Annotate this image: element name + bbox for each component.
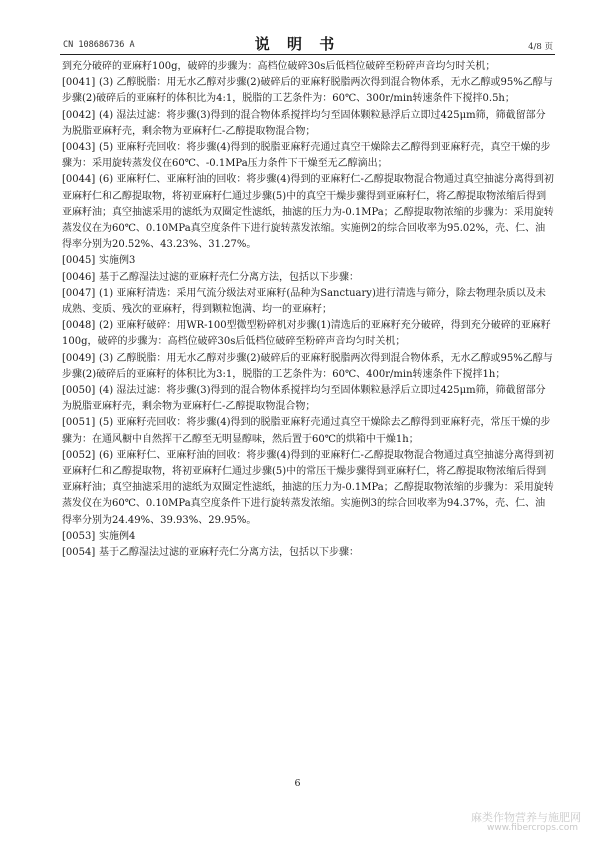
watermark-url: www.fibercrops.com <box>487 823 578 833</box>
paragraph-number: [0049] <box>62 352 96 364</box>
paragraph-number: [0048] <box>62 320 96 332</box>
paragraph-text: (6) 亚麻籽仁、亚麻籽油的回收：将步骤(4)得到的亚麻籽仁-乙醇提取物混合物通过真空抽滤分离得到初亚麻籽仁和乙醇提取物，将初亚麻籽仁通过步骤(5)中的常压干燥步骤得到亚麻籽仁，将乙醇提取物浓缩后得到亚麻籽油；真空抽滤采用的滤纸为双圈定性滤纸，抽滤的压力为-0.1MPa；乙醇提取物浓缩的步骤为：采用旋转蒸发仪在为60℃、0.10MPa真空度条件下进行旋转蒸发浓缩。实施例3的综合回收率为94.37%，壳、仁、油得率分别为24.49%、39.93%、29.95%。 <box>62 449 554 526</box>
paragraph-text: (4) 湿法过滤：将步骤(3)得到的混合物体系搅拌均匀至固体颗粒悬浮后立即过425μm筛，筛截留部分为脱脂亚麻籽壳，剩余物为亚麻籽仁-乙醇提取物混合物； <box>62 109 546 137</box>
paragraph-text: (6) 亚麻籽仁、亚麻籽油的回收：将步骤(4)得到的亚麻籽仁-乙醇提取物混合物通过真空抽滤分离得到初亚麻籽仁和乙醇提取物，将初亚麻籽仁通过步骤(5)中的真空干燥步骤得到亚麻籽仁，将乙醇提取物浓缩后得到亚麻籽油；真空抽滤采用的滤纸为双圈定性滤纸，抽滤的压力为-0.1MPa；乙醇提取物浓缩的步骤为：采用旋转蒸发仪在为60℃、0.10MPa真空度条件下进行旋转蒸发浓缩。实施例2的综合回收率为95.02%，壳、仁、油得率分别为20.52%、43.23%、31.27%。 <box>62 174 554 251</box>
paragraph-text: (3) 乙醇脱脂：用无水乙醇对步骤(2)破碎后的亚麻籽脱脂两次得到混合物体系，无水乙醇或95%乙醇与步骤(2)破碎后的亚麻籽的体积比为3:1，脱脂的工艺条件为：60℃、400r/min转速条件下搅拌1h； <box>62 352 553 380</box>
paragraph-number: [0052] <box>62 449 96 461</box>
paragraph-0049 <box>62 351 555 383</box>
paragraph-0043 <box>62 140 555 172</box>
paragraph-0047 <box>62 286 555 318</box>
paragraph-0042 <box>62 108 555 140</box>
paragraph-text: 基于乙醇湿法过滤的亚麻籽壳仁分离方法，包括以下步骤： <box>99 547 359 559</box>
paragraph-number: [0043] <box>62 142 96 154</box>
paragraph-0045 <box>62 253 555 269</box>
paragraph-number: [0041] <box>62 77 96 89</box>
document-body <box>62 59 555 561</box>
paragraph-0051 <box>62 415 555 447</box>
paragraph-number: [0045] <box>62 255 96 267</box>
paragraph-number: [0047] <box>62 287 96 299</box>
paragraph-0044 <box>62 172 555 253</box>
paragraph-number: [0044] <box>62 174 96 186</box>
paragraph-0050 <box>62 383 555 415</box>
paragraph-0048 <box>62 318 555 350</box>
paragraph-number: [0054] <box>62 547 96 559</box>
section-heading: 实施例4 <box>99 530 136 542</box>
paragraph-number: [0050] <box>62 385 96 397</box>
paragraph-0054 <box>62 545 555 561</box>
paragraph-0041 <box>62 75 555 107</box>
patent-number: CN 108686736 A <box>63 40 135 50</box>
watermark-site-name: 麻类作物营养与施肥网 <box>471 811 581 824</box>
page-number: 6 <box>294 778 301 789</box>
paragraph-text: (5) 亚麻籽壳回收：将步骤(4)得到的脱脂亚麻籽壳通过真空干燥除去乙醇得到亚麻籽壳，真空干燥的步骤为：采用旋转蒸发仪在60℃、-0.1MPa压力条件下干燥至无乙醇滴出； <box>62 142 551 170</box>
paragraph-text: 基于乙醇湿法过滤的亚麻籽壳仁分离方法，包括以下步骤： <box>99 271 359 283</box>
paragraph-text: (2) 亚麻籽破碎：用WR-100型微型粉碎机对步骤(1)清选后的亚麻籽充分破碎，得到充分破碎的亚麻籽100g，破碎的步骤为：高档位破碎30s后低档位破碎至粉碎声音均匀时关机； <box>62 320 551 348</box>
paragraph-text: (4) 湿法过滤：将步骤(3)得到的混合物体系搅拌均匀至固体颗粒悬浮后立即过425μm筛，筛截留部分为脱脂亚麻籽壳，剩余物为亚麻籽仁-乙醇提取物混合物； <box>62 385 546 413</box>
paragraph-number: [0042] <box>62 109 96 121</box>
section-heading: 实施例3 <box>99 255 136 267</box>
continued-text: 到充分破碎的亚麻籽100g，破碎的步骤为：高档位破碎30s后低档位破碎至粉碎声音均匀时关机； <box>62 61 496 72</box>
header-divider <box>60 54 555 55</box>
paragraph-text: (1) 亚麻籽清选：采用气流分级法对亚麻籽(品种为Sanctuary)进行清选与筛分，除去物理杂质以及未成熟、变质、残次的亚麻籽，得到颗粒饱满、均一的亚麻籽； <box>62 287 546 316</box>
paragraph-0053 <box>62 529 555 545</box>
document-title: 说 明 书 <box>254 35 341 53</box>
page-indicator: 4/8 页 <box>528 42 553 52</box>
paragraph-0052 <box>62 448 555 529</box>
paragraph-number: [0051] <box>62 417 96 429</box>
paragraph-text: (3) 乙醇脱脂：用无水乙醇对步骤(2)破碎后的亚麻籽脱脂两次得到混合物体系，无水乙醇或95%乙醇与步骤(2)破碎后的亚麻籽的体积比为4:1，脱脂的工艺条件为：60℃、300r/min转速条件下搅拌0.5h； <box>62 77 553 105</box>
paragraph-text: (5) 亚麻籽壳回收：将步骤(4)得到的脱脂亚麻籽壳通过真空干燥除去乙醇得到亚麻籽壳，常压干燥的步骤为：在通风橱中自然挥干乙醇至无明显醇味，然后置于60℃的烘箱中干燥1h； <box>62 417 551 445</box>
paragraph-number: [0053] <box>62 530 96 542</box>
paragraph-number: [0046] <box>62 271 96 283</box>
paragraph-0046 <box>62 270 555 286</box>
